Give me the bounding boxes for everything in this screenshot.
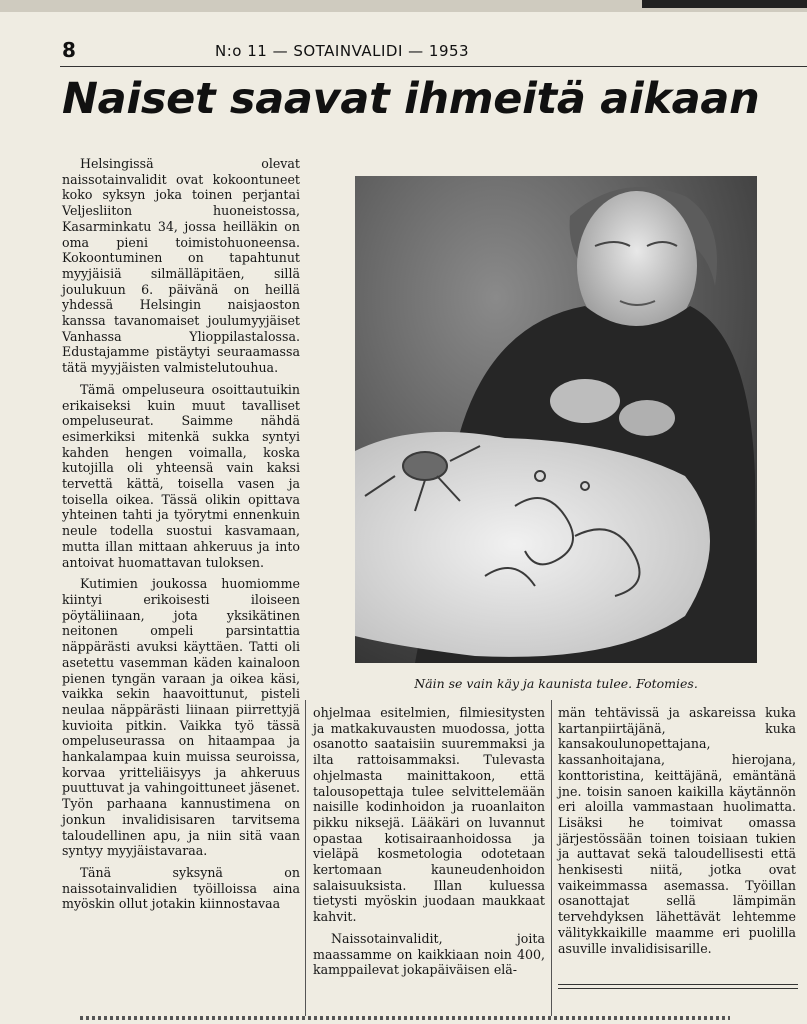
bottom-dotted-rule (80, 1016, 730, 1020)
paragraph: Naissotainvalidit, joita maassamme on kaikkiaan noin 400, kamppailevat jokapäiväisen elä- (313, 930, 545, 978)
column-divider (551, 700, 552, 1016)
photo-caption: Näin se vain käy ja kaunista tulee. Fotomies. (414, 676, 698, 691)
paragraph: Tämä ompeluseura osoittautuikin erikaiseksi kuin muut tavalliset ompeluseurat. Saimme nähdä esimerkiksi mitenkä sukka syntyi kahden hengen voimalla, koska kutojilla oli yhteensä vain kaksi tervettä kättä, toisella vasen ja toisella oikea. Tässä olikin opittava yhteinen tahti ja työrytmi ennenkuin neule todella suostui kasvamaan, mutta illan mittaan ahkeruus ja into antoivat huomattavan tuloksen. (62, 381, 300, 570)
article-column-1 (62, 156, 300, 918)
page-number: 8 (62, 38, 76, 62)
headline: Naiset saavat ihmeitä aikaan (62, 74, 760, 124)
paragraph: Tänä syksynä on naissotainvalidien työilloissa aina myöskin ollut jotakin kiinnostavaa (62, 864, 300, 912)
column-divider (305, 700, 306, 1016)
paragraph: ohjelmaa esitelmien, filmiesitysten ja matkakuvausten muodossa, jotta osanotto saataisiin suuremmaksi ja ilta rattoisammaksi. Tulevasta ohjelmasta mainittakoon, että talousopettaja tulee selvittelemään naisille kodinhoidon ja ruoanlaiton pikku niksejä. Lääkäri on luvannut opastaa kotisairaanhoidossa ja vieläpä kosmetologia odotetaan kertomaan kauneudenhoidon salaisuuksista. Illan kuluessa tietysti myöskin juodaan maukkaat kahvit. (313, 705, 545, 925)
end-rule (558, 984, 798, 989)
scan-edge-dark (642, 0, 807, 8)
header-rule (60, 66, 807, 67)
paragraph: Kutimien joukossa huomiomme kiintyi erikoisesti iloiseen pöytäliinaan, jota yksikätinen neitonen ompeli parsintattia näppärästi avuksi käyttäen. Tatti oli asetettu vasemman käden kainaloon pienen tyngän varaan ja oikea käsi, vaikka sekin haavoittunut, pisteli neulaa näppärästi liinaan piirrettyjä kuvioita pitkin. Vaikka työ tässä ompeluseurassa on hitaampaa ja hankalampaa kuin muissa seuroissa, korvaa yritteliäisyys ja ahkeruus puuttuvat ja vahingoittuneet jäsenet. Työn parhaana kannustimena on jonkun invalidisisaren tarvitsema taloudellinen apu, ja niin sitä vaan syntyy myyjäistavaraa. (62, 576, 300, 859)
scan-edge (0, 0, 807, 12)
article-column-3 (558, 705, 796, 962)
photo-woman-embroidering (355, 176, 757, 663)
paragraph: män tehtävissä ja askareissa kuka kartanpiirtäjänä, kuka kansakoulunopettajana, kassanhoitajana, hierojana, konttoristina, keittäjänä, emäntänä jne. toisin sanoen kaikilla käytännön eri aloilla vammastaan huolimatta. Lisäksi he toimivat omassa järjestössään toinen toisiaan tukien ja auttavat sekä taloudellisesti että henkisesti niitä, jotka ovat vaikeimmassa asemassa. Työillan osanottajat sellä lämpimän tervehdyksen lähettävät lehtemme välitykkaikille maamme eri puolilla asuville invalidisisarille. (558, 705, 796, 956)
running-head: N:o 11 — SOTAINVALIDI — 1953 (215, 42, 470, 60)
article-column-2 (313, 705, 545, 984)
paragraph: Helsingissä olevat naissotainvalidit ovat kokoontuneet koko syksyn joka toinen perjantai Veljesliiton huoneistossa, Kasarminkatu 34, jossa heilläkin on oma pieni toimistohuoneensa. Kokoontuminen on tapahtunut myyjäisiä silmälläpitäen, sillä joulukuun 6. päivänä on heillä yhdessä Helsingin naisjaoston kanssa tavanomaiset joulumyyjäiset Vanhassa Ylioppilastalossa. Edustajamme pistäytyi seuraamassa tätä myyjäisten valmistelutouhua. (62, 156, 300, 376)
photo (355, 176, 757, 663)
